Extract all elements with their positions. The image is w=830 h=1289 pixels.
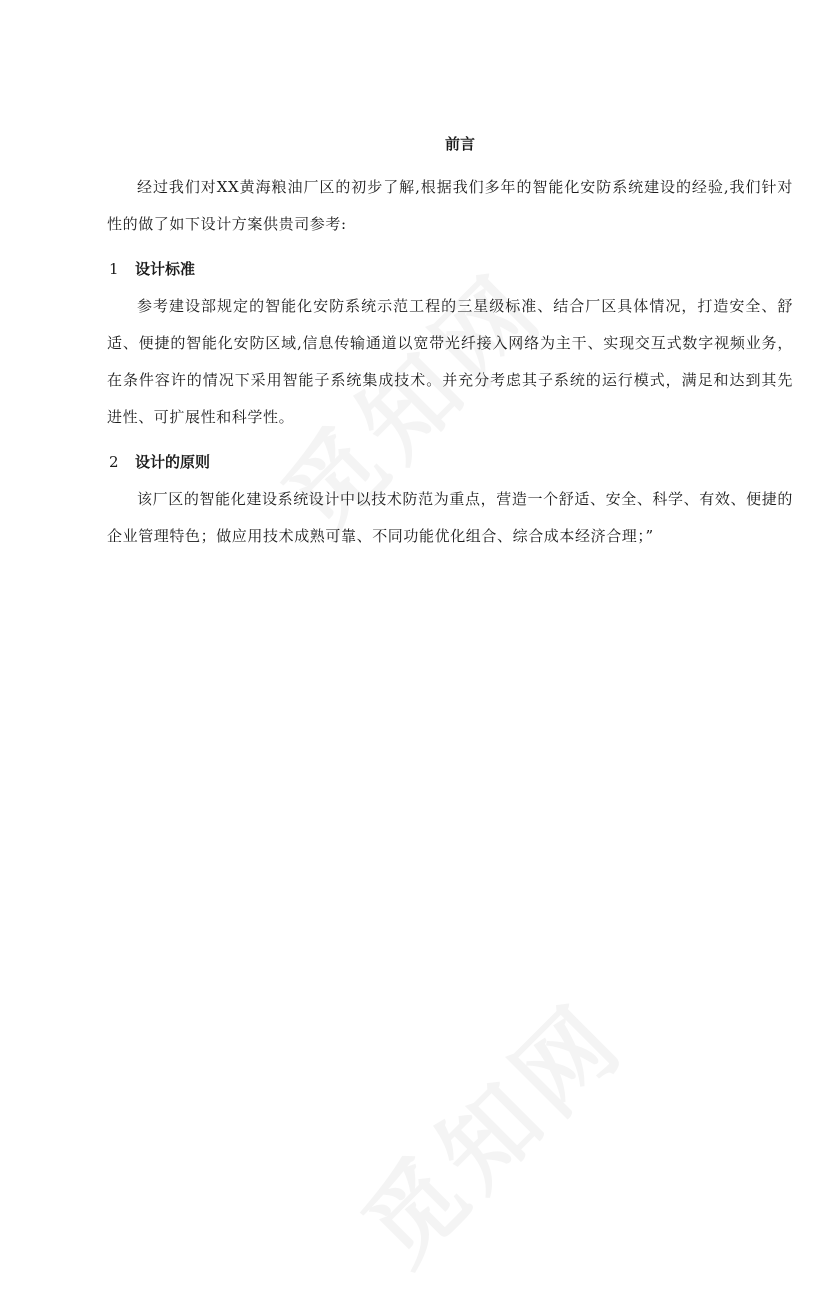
watermark	[328, 968, 650, 1289]
section-number: 2	[109, 453, 119, 471]
section-number: 1	[109, 260, 119, 278]
document-body	[107, 131, 793, 555]
section-body-2: 该厂区的智能化建设系统设计中以技术防范为重点，营造一个舒适、安全、科学、有效、便捷的企业管理特色；做应用技术成熟可靠、不同功能优化组合、综合成本经济合理；”	[107, 490, 793, 545]
section-heading-2	[107, 444, 793, 481]
section-heading-label: 设计标准	[135, 260, 196, 278]
document-title: 前言	[444, 135, 475, 153]
section-body-1: 参考建设部规定的智能化安防系统示范工程的三星级标准、结合厂区具体情况，打造安全、舒适、便捷的智能化安防区域,信息传输通道以宽带光纤接入网络为主干、实现交互式数字视频业务，在条件容许的情况下采用智能子系统集成技术。并充分考虑其子系统的运行模式，满足和达到其先进性、可扩展性和科学性。	[107, 297, 793, 426]
section-heading-label: 设计的原则	[135, 453, 211, 471]
section-heading-1	[107, 251, 793, 288]
intro-paragraph: 经过我们对XX黄海粮油厂区的初步了解,根据我们多年的智能化安防系统建设的经验,我们针对性的做了如下设计方案供贵司参考:	[107, 178, 793, 233]
